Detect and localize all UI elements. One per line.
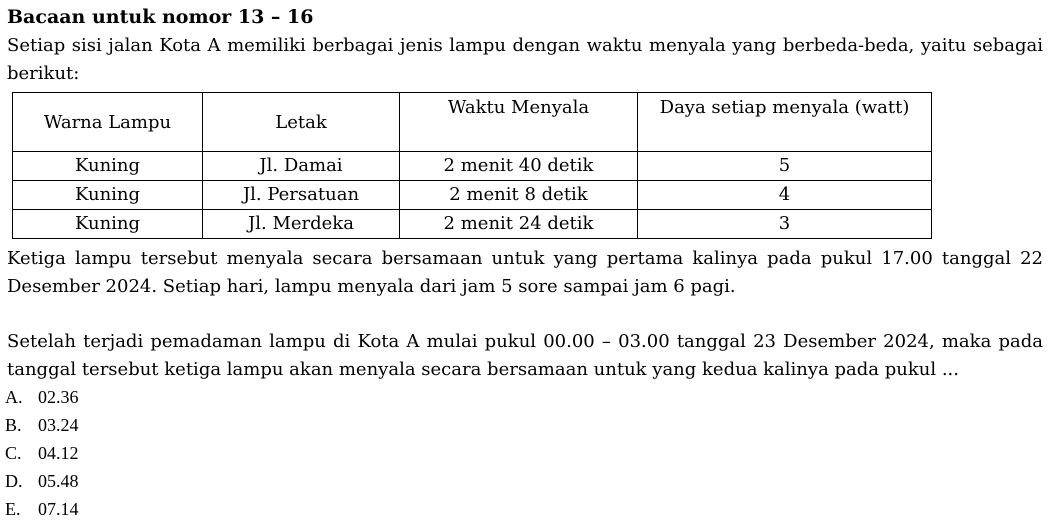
option-text: 02.36 <box>38 387 79 407</box>
table-cell: 3 <box>638 210 932 239</box>
answer-options <box>5 383 79 523</box>
option-letter: E. <box>5 499 21 519</box>
option-c[interactable] <box>5 439 79 467</box>
table-cell: Kuning <box>13 210 203 239</box>
question-text: Setelah terjadi pemadaman lampu di Kota A mulai pukul 00.00 – 03.00 tanggal 23 Desember 2024, maka pada tanggal tersebut ketiga lampu akan menyala secara bersamaan untuk yang kedua kalinya pada pukul ... <box>7 331 1043 380</box>
intro-paragraph: Setiap sisi jalan Kota A memiliki berbagai jenis lampu dengan waktu menyala yang berbeda-beda, yaitu sebagai berikut: <box>7 35 1043 84</box>
table-cell: 2 menit 24 detik <box>400 210 638 239</box>
table-cell: Jl. Damai <box>203 152 400 181</box>
option-text: 05.48 <box>38 471 79 491</box>
table-row <box>13 181 932 210</box>
option-e[interactable] <box>5 495 79 523</box>
lamp-table <box>12 92 932 239</box>
table-cell: 4 <box>638 181 932 210</box>
table-cell: Kuning <box>13 152 203 181</box>
table-row <box>13 210 932 239</box>
option-b[interactable] <box>5 411 79 439</box>
section-title: Bacaan untuk nomor 13 – 16 <box>7 6 314 28</box>
option-text: 07.14 <box>38 499 79 519</box>
header-daya: Daya setiap menyala (watt) <box>638 93 932 152</box>
option-text: 04.12 <box>38 443 79 463</box>
table-cell: Kuning <box>13 181 203 210</box>
option-letter: C. <box>5 443 22 463</box>
option-letter: B. <box>5 415 22 435</box>
option-d[interactable] <box>5 467 79 495</box>
option-letter: A. <box>5 387 23 407</box>
table-row <box>13 152 932 181</box>
table-cell: Jl. Persatuan <box>203 181 400 210</box>
option-text: 03.24 <box>38 415 79 435</box>
table-cell: 2 menit 8 detik <box>400 181 638 210</box>
option-letter: D. <box>5 471 23 491</box>
header-warna-lampu: Warna Lampu <box>13 93 203 152</box>
table-cell: Jl. Merdeka <box>203 210 400 239</box>
table-cell: 2 menit 40 detik <box>400 152 638 181</box>
option-a[interactable] <box>5 383 79 411</box>
context-paragraph: Ketiga lampu tersebut menyala secara bersamaan untuk yang pertama kalinya pada pukul 17.00 tanggal 22 Desember 2024. Setiap hari, lampu menyala dari jam 5 sore sampai jam 6 pagi. <box>7 248 1043 297</box>
header-waktu-menyala: Waktu Menyala <box>400 93 638 152</box>
table-header-row <box>13 93 932 152</box>
header-letak: Letak <box>203 93 400 152</box>
table-cell: 5 <box>638 152 932 181</box>
